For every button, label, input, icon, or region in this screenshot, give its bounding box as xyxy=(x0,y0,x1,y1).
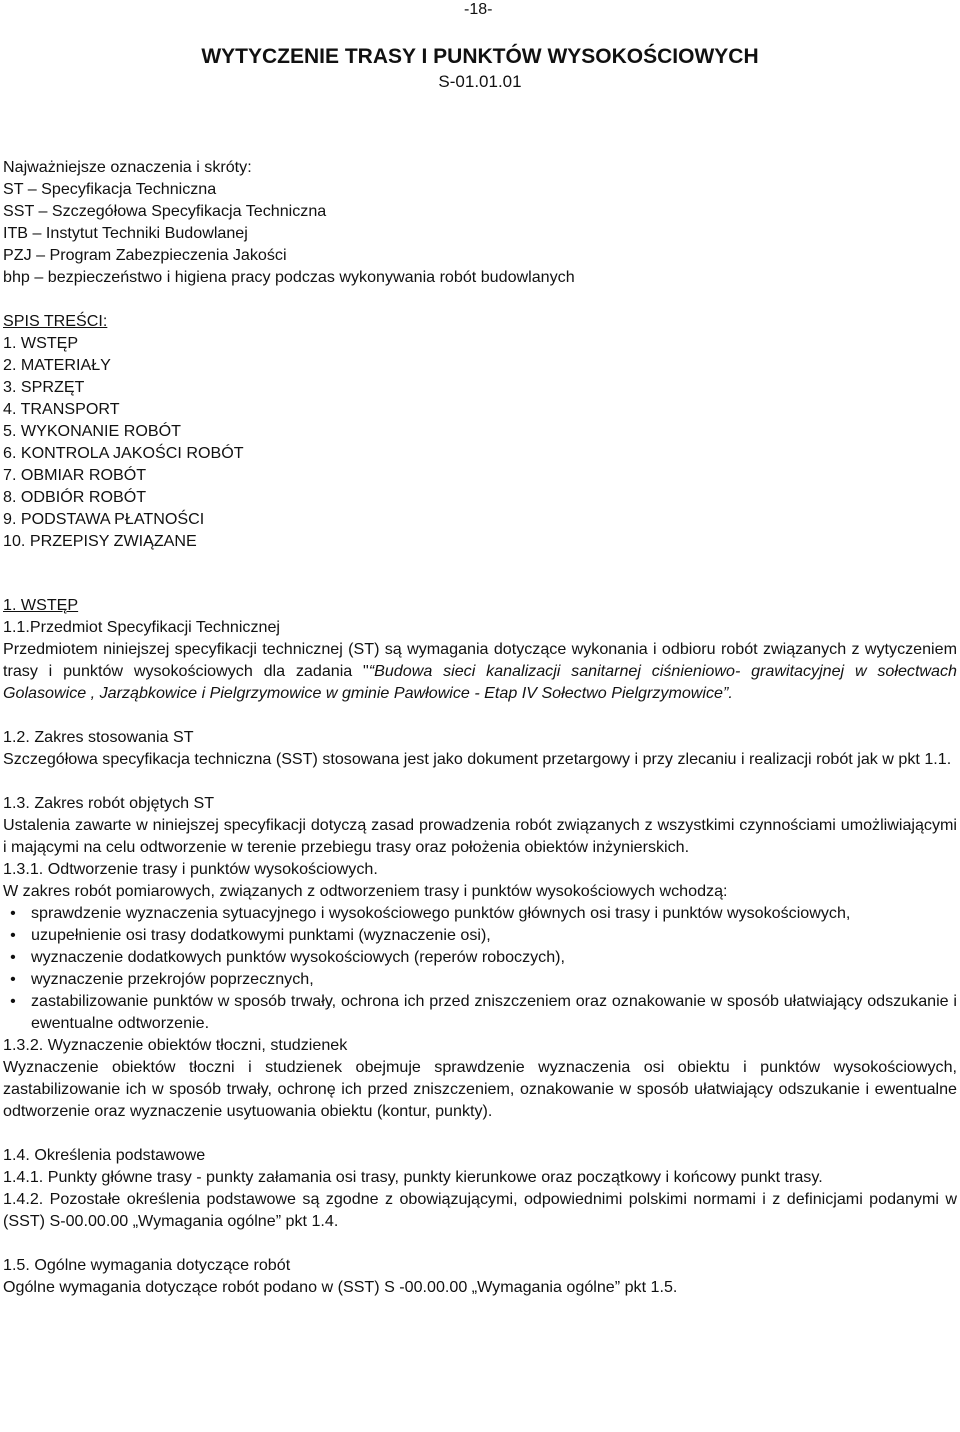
toc-item: 6. KONTROLA JAKOŚCI ROBÓT xyxy=(3,444,244,462)
list-item xyxy=(3,946,957,968)
list-item-text: wyznaczenie dodatkowych punktów wysokościowych (reperów roboczych), xyxy=(31,948,566,966)
spec-code: S-01.01.01 xyxy=(438,72,522,91)
toc-item: 8. ODBIÓR ROBÓT xyxy=(3,488,147,506)
section-1-3-2-paragraph: Wyznaczenie obiektów tłoczni i studzienek obejmuje sprawdzenie wyznaczenia osi obiektu i punktów wysokościowych, zastabilizowanie ich w sposób trwały, ochronę ich przed zniszczeniem, oznakowanie w sposób ułatwiający odszukanie i ewentualne odtworzenie oraz wyznaczenie usytuowania obiektu (kontur, punkty). xyxy=(3,1058,957,1120)
list-item xyxy=(3,924,957,946)
section-1-1-heading: 1.1.Przedmiot Specyfikacji Technicznej xyxy=(3,618,281,636)
document-body xyxy=(3,156,957,1298)
document-title: WYTYCZENIE TRASY I PUNKTÓW WYSOKOŚCIOWYCH xyxy=(201,45,759,68)
abbrev-item: ITB – Instytut Techniki Budowlanej xyxy=(3,224,248,242)
section-1-3-1-heading: 1.3.1. Odtworzenie trasy i punktów wysokościowych. xyxy=(3,860,378,878)
bullet-icon: • xyxy=(10,970,16,988)
list-item xyxy=(3,990,957,1034)
bullet-icon: • xyxy=(10,992,16,1010)
toc-item: 3. SPRZĘT xyxy=(3,378,85,396)
section-1-heading: 1. WSTĘP xyxy=(3,596,79,614)
page-number: -18- xyxy=(464,1,493,18)
bullet-icon: • xyxy=(10,904,16,922)
toc-item: 4. TRANSPORT xyxy=(3,400,120,418)
section-1-3-heading: 1.3. Zakres robót objętych ST xyxy=(3,794,215,812)
toc-item: 7. OBMIAR ROBÓT xyxy=(3,466,147,484)
abbrev-item: ST – Specyfikacja Techniczna xyxy=(3,180,217,198)
section-1-5-paragraph: Ogólne wymagania dotyczące robót podano w (SST) S -00.00.00 „Wymagania ogólne” pkt 1.5. xyxy=(3,1278,678,1296)
toc-item: 5. WYKONANIE ROBÓT xyxy=(3,422,181,440)
section-1-4-heading: 1.4. Określenia podstawowe xyxy=(3,1146,206,1164)
section-1-1-text: Przedmiotem niniejszej specyfikacji technicznej (ST) są wymagania dotyczące wykonania i odbioru robót związanych z wytyczeniem trasy i punktów wysokościowych dla zadania " xyxy=(3,640,957,680)
list-item-text: wyznaczenie przekrojów poprzecznych, xyxy=(31,970,314,988)
section-1-3-1-intro: W zakres robót pomiarowych, związanych z odtworzeniem trasy i punktów wysokościowych wchodzą: xyxy=(3,882,728,900)
list-item-text: sprawdzenie wyznaczenia sytuacyjnego i wysokościowego punktów głównych osi trasy i punktów wysokościowych, xyxy=(31,904,851,922)
section-1-2-paragraph: Szczegółowa specyfikacja techniczna (SST) stosowana jest jako dokument przetargowy i przy zlecaniu i realizacji robót jak w pkt 1.1. xyxy=(3,750,952,768)
list-item xyxy=(3,968,957,990)
bullet-icon: • xyxy=(10,926,16,944)
toc-item: 2. MATERIAŁY xyxy=(3,356,111,374)
abbrev-heading: Najważniejsze oznaczenia i skróty: xyxy=(3,158,252,176)
section-1-1-paragraph xyxy=(3,638,957,704)
section-1-4-1-paragraph: 1.4.1. Punkty główne trasy - punkty załamania osi trasy, punkty kierunkowe oraz początkowy i końcowy punkt trasy. xyxy=(3,1168,823,1186)
list-item xyxy=(3,902,957,924)
toc-item: 9. PODSTAWA PŁATNOŚCI xyxy=(3,510,205,528)
list-item-text: zastabilizowanie punktów w sposób trwały, ochrona ich przed zniszczeniem oraz oznakowanie w sposób ułatwiający odszukanie i ewentualne odtworzenie. xyxy=(31,992,957,1032)
abbrev-item: SST – Szczegółowa Specyfikacja Techniczna xyxy=(3,202,327,220)
bullet-icon: • xyxy=(10,948,16,966)
task-name-italic: “Budowa sieci kanalizacji sanitarnej ciśnieniowo- grawitacyjnej w sołectwach Golasowice , Jarząbkowice i Pielgrzymowice w gminie Pawłowice - Etap IV Sołectwo Pielgrzymowice”. xyxy=(3,662,957,702)
section-1-3-paragraph: Ustalenia zawarte w niniejszej specyfikacji dotyczą zasad prowadzenia robót związanych z wszystkimi czynnościami umożliwiającymi i mającymi na celu odtworzenie w terenie przebiegu trasy oraz położenia obiektów inżynierskich. xyxy=(3,816,957,856)
abbrev-item: PZJ – Program Zabezpieczenia Jakości xyxy=(3,246,287,264)
toc-item: 1. WSTĘP xyxy=(3,334,79,352)
toc-heading: SPIS TREŚCI: xyxy=(3,312,108,330)
section-1-3-2-heading: 1.3.2. Wyznaczenie obiektów tłoczni, studzienek xyxy=(3,1036,348,1054)
survey-works-list xyxy=(3,902,957,1034)
abbrev-item: bhp – bezpieczeństwo i higiena pracy podczas wykonywania robót budowlanych xyxy=(3,268,575,286)
toc-item: 10. PRZEPISY ZWIĄZANE xyxy=(3,532,197,550)
section-1-5-heading: 1.5. Ogólne wymagania dotyczące robót xyxy=(3,1256,291,1274)
section-1-4-2-paragraph: 1.4.2. Pozostałe określenia podstawowe są zgodne z obowiązującymi, odpowiednimi polskimi normami i z definicjami podanymi w (SST) S-00.00.00 „Wymagania ogólne” pkt 1.4. xyxy=(3,1190,957,1230)
section-1-2-heading: 1.2. Zakres stosowania ST xyxy=(3,728,194,746)
list-item-text: uzupełnienie osi trasy dodatkowymi punktami (wyznaczenie osi), xyxy=(31,926,491,944)
